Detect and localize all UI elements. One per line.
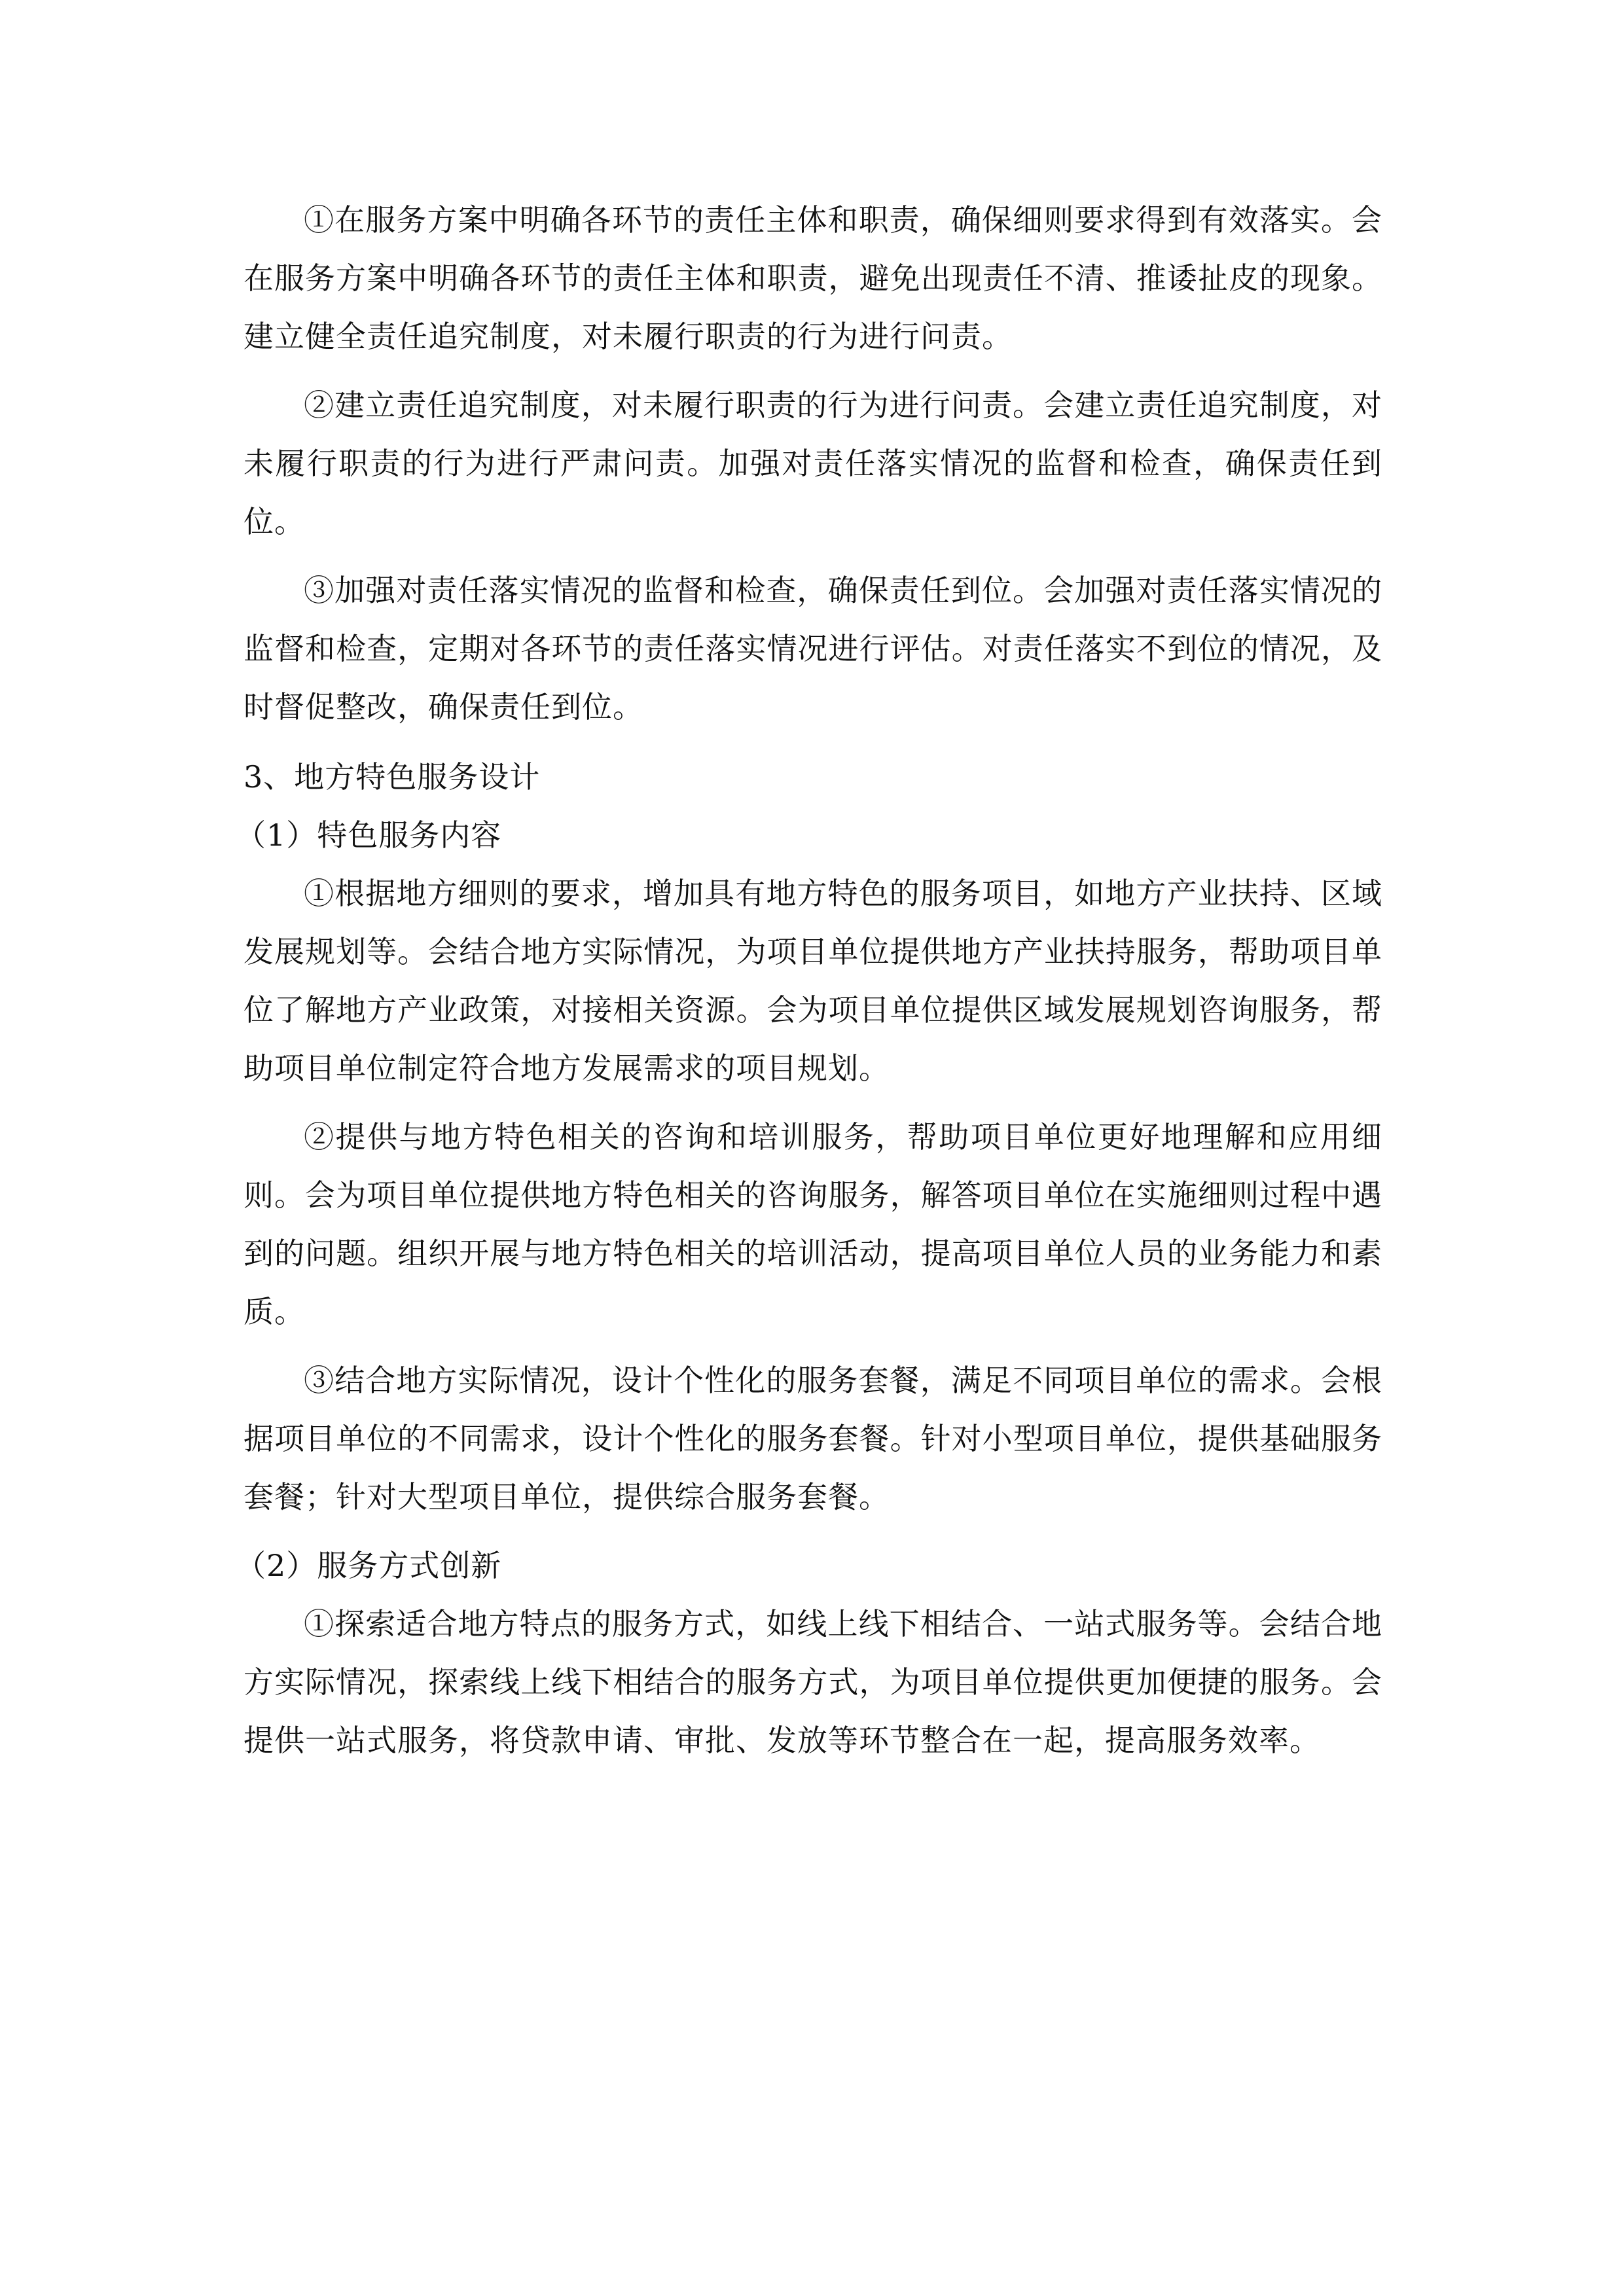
paragraph-feature-2: ②提供与地方特色相关的咨询和培训服务，帮助项目单位更好地理解和应用细则。会为项目单位提供地方特色相关的咨询服务，解答项目单位在实施细则过程中遇到的问题。组织开展与地方特色相关的培训活动，提高项目单位人员的业务能力和素质。 bbox=[244, 1119, 1382, 1329]
subsection-heading-service-innovation: （2）服务方式创新 bbox=[236, 1548, 502, 1583]
document-page bbox=[236, 191, 1382, 1780]
section-heading-local-features: 3、地方特色服务设计 bbox=[244, 759, 541, 795]
paragraph-responsibility-2: ②建立责任追究制度，对未履行职责的行为进行问责。会建立责任追究制度，对未履行职责的行为进行严肃问责。加强对责任落实情况的监督和检查，确保责任到位。 bbox=[244, 387, 1382, 539]
subsection-heading-feature-content: （1）特色服务内容 bbox=[236, 817, 502, 853]
paragraph-feature-1: ①根据地方细则的要求，增加具有地方特色的服务项目，如地方产业扶持、区域发展规划等。会结合地方实际情况，为项目单位提供地方产业扶持服务，帮助项目单位了解地方产业政策，对接相关资源。会为项目单位提供区域发展规划咨询服务，帮助项目单位制定符合地方发展需求的项目规划。 bbox=[244, 876, 1382, 1086]
paragraph-innovation-1: ①探索适合地方特点的服务方式，如线上线下相结合、一站式服务等。会结合地方实际情况，探索线上线下相结合的服务方式，为项目单位提供更加便捷的服务。会提供一站式服务，将贷款申请、审批、发放等环节整合在一起，提高服务效率。 bbox=[244, 1606, 1382, 1758]
paragraph-responsibility-1: ①在服务方案中明确各环节的责任主体和职责，确保细则要求得到有效落实。会在服务方案中明确各环节的责任主体和职责，避免出现责任不清、推诿扯皮的现象。建立健全责任追究制度，对未履行职责的行为进行问责。 bbox=[244, 202, 1382, 354]
paragraph-feature-3: ③结合地方实际情况，设计个性化的服务套餐，满足不同项目单位的需求。会根据项目单位的不同需求，设计个性化的服务套餐。针对小型项目单位，提供基础服务套餐；针对大型项目单位，提供综合服务套餐。 bbox=[244, 1363, 1382, 1515]
paragraph-responsibility-3: ③加强对责任落实情况的监督和检查，确保责任到位。会加强对责任落实情况的监督和检查，定期对各环节的责任落实情况进行评估。对责任落实不到位的情况，及时督促整改，确保责任到位。 bbox=[244, 573, 1382, 725]
